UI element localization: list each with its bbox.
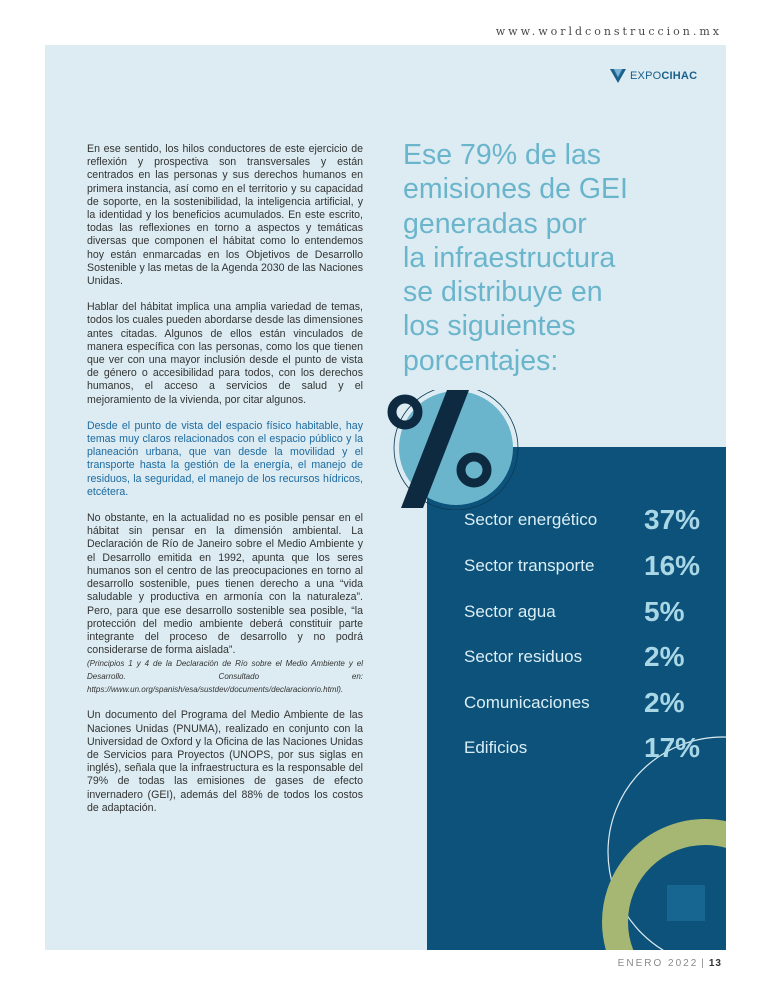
expocihac-logo-icon bbox=[610, 69, 626, 83]
expocihac-logo-text: EXPOCIHAC bbox=[630, 70, 698, 82]
stat-value: 17% bbox=[644, 732, 701, 763]
paragraph-1: En ese sentido, los hilos conductores de este ejercicio de reflexión y prospectiva son transversales y están centrados en las personas y sus derechos humanos en primera instancia, así como en el territorio y su capacidad de soporte, en la sostenibilidad, la inteligencia artificial, y la identidad y los beneficios acumulados. En este escrito, todas las reflexiones en torno a aspectos y temáticas diversas que componen el hábitat como lo entendemos hoy están enmarcadas en los Objetivos de Desarrollo Sostenible y las metas de la Agenda 2030 de las Naciones Unidas. bbox=[87, 143, 363, 288]
stat-value: 2% bbox=[644, 687, 685, 718]
headline-line-7: porcentajes: bbox=[403, 344, 559, 377]
stat-label: Sector agua bbox=[464, 602, 556, 621]
stat-value: 2% bbox=[644, 641, 685, 672]
issue-date: ENERO 2022 bbox=[617, 958, 699, 969]
stat-row-comunicaciones bbox=[464, 683, 704, 723]
stat-label: Comunicaciones bbox=[464, 693, 590, 712]
stat-label: Sector residuos bbox=[464, 647, 583, 666]
site-url[interactable]: www.worldconstruccion.mx bbox=[495, 25, 722, 38]
stat-label: Sector energético bbox=[464, 510, 598, 529]
stat-value: 5% bbox=[644, 596, 685, 627]
stat-row-transporte bbox=[464, 546, 704, 586]
stats-box bbox=[427, 447, 726, 950]
headline bbox=[403, 138, 703, 378]
page-number: 13 bbox=[708, 958, 722, 969]
square-decoration bbox=[667, 885, 705, 921]
expocihac-logo bbox=[610, 69, 697, 83]
page-footer bbox=[618, 958, 722, 969]
stat-label: Sector transporte bbox=[464, 556, 595, 575]
stat-row-residuos bbox=[464, 637, 704, 677]
stat-label: Edificios bbox=[464, 738, 528, 757]
paragraph-4 bbox=[87, 512, 363, 696]
article-body bbox=[87, 143, 363, 828]
headline-line-2: emisiones de GEI bbox=[403, 173, 628, 206]
stat-value: 37% bbox=[644, 504, 701, 535]
headline-line-5: se distribuye en bbox=[403, 276, 603, 309]
paragraph-3-highlight: Desde el punto de vista del espacio físico habitable, hay temas muy claros relacionados con el espacio público y la planeación urbana, que van desde la movilidad y el transporte hasta la gestión de la energía, el manejo de residuos, la seguridad, el manejo de los recursos hídricos, etcétera. bbox=[87, 419, 363, 498]
headline-line-1: Ese 79% de las bbox=[403, 139, 602, 171]
stat-row-edificios bbox=[464, 728, 704, 768]
stat-row-agua bbox=[464, 592, 704, 632]
percent-icon bbox=[383, 390, 523, 510]
paragraph-5: Un documento del Programa del Medio Ambiente de las Naciones Unidas (PNUMA), realizado en conjunto con la Universidad de Oxford y la Oficina de las Naciones Unidas de Servicios para Proyectos (UNOPS, por sus siglas en inglés), señala que la infraestructura es la responsable del 79% de todas las emisiones de gases de efecto invernadero (GEI), además del 88% de todos los costos de adaptación. bbox=[87, 709, 363, 814]
headline-line-6: los siguientes bbox=[403, 310, 576, 343]
headline-line-3: generadas por bbox=[403, 207, 587, 240]
percent-top-dot bbox=[392, 399, 418, 425]
citation: (Principios 1 y 4 de la Declaración de Río sobre el Medio Ambiente y el Desarrollo. Consultado en: https://www.un.org/spanish/esa/sustdev/documents/declaracionrio.html). bbox=[87, 659, 363, 695]
footer-separator: | bbox=[701, 958, 706, 969]
stat-value: 16% bbox=[644, 550, 701, 581]
percent-graphic bbox=[383, 390, 523, 510]
paragraph-2: Hablar del hábitat implica una amplia variedad de temas, todos los cuales pueden abordarse desde las dimensiones antes citadas. Algunos de ellos están vinculados de manera específica con las personas, como los que tienen que ver con una mayor inclusión desde el punto de vista de género o accesibilidad para todos, con los derechos humanos, el acceso a servicios de salud y el mejoramiento de la vivienda, por citar algunos. bbox=[87, 301, 363, 406]
paragraph-4-text: No obstante, en la actualidad no es posible pensar en el hábitat sin pensar en la dimensión ambiental. La Declaración de Río de Janeiro sobre el Medio Ambiente y el Desarrollo emitida en 1992, apunta que los seres humanos son el centro de las preocupaciones en torno al desarrollo sostenible, pues tienen derecho a una “vida saludable y productiva en armonía con la naturaleza”. Pero, para que ese desarrollo sostenible sea posible, “la protección del medio ambiente deberá constituir parte integrante del proceso de desarrollo y no podrá considerarse de forma aislada”. bbox=[87, 512, 363, 657]
headline-line-4: la infraestructura bbox=[403, 241, 616, 274]
